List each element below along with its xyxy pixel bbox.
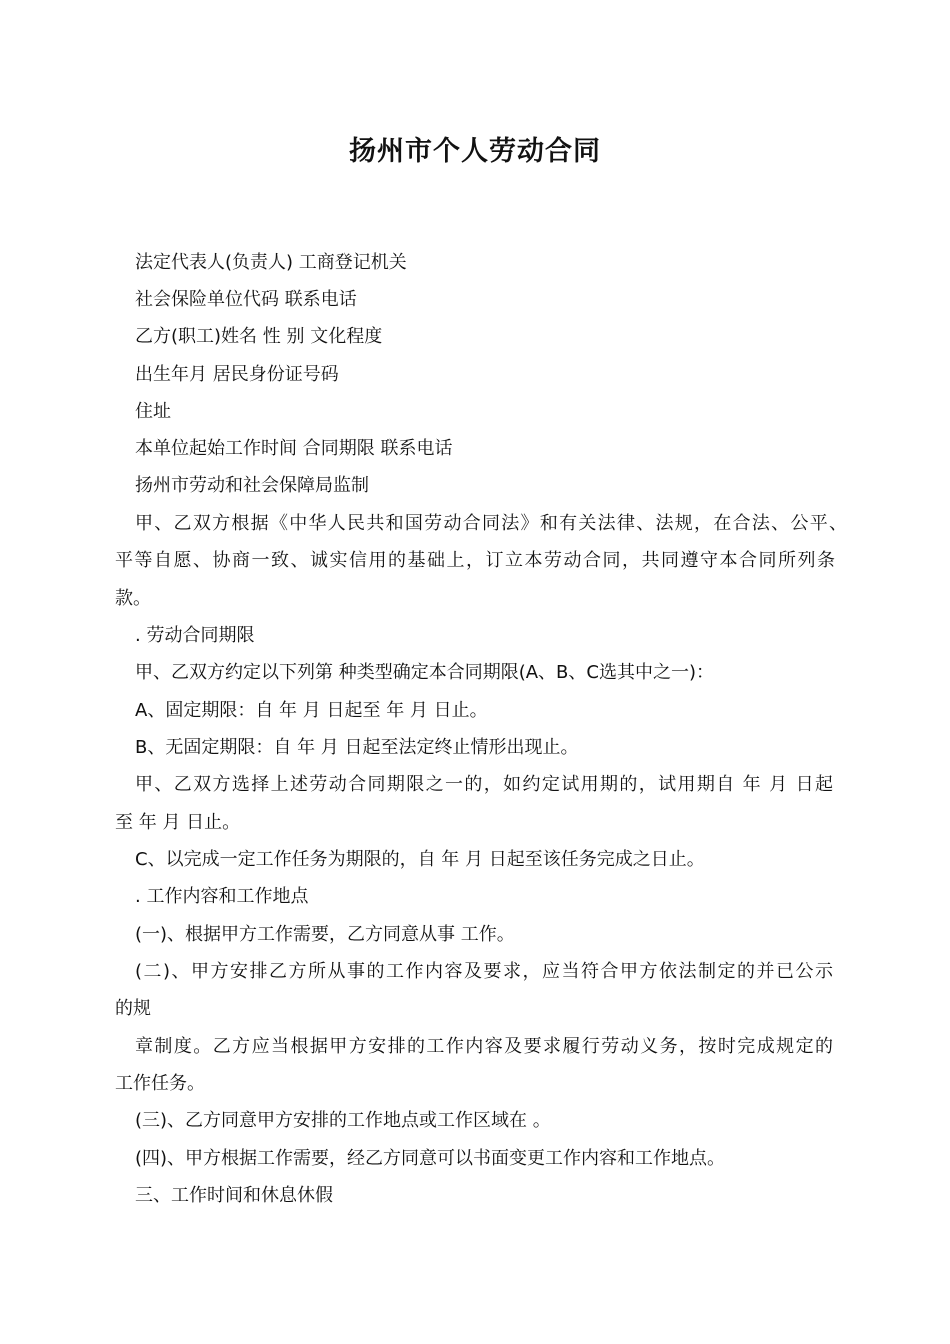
paragraph-line: 平等自愿、协商一致、诚实信用的基础上，订立本劳动合同，共同遵守本合同所列条 (115, 550, 835, 571)
paragraph-line: (四)、甲方根据工作需要，经乙方同意可以书面变更工作内容和工作地点。 (135, 1148, 726, 1169)
paragraph-line: C、以完成一定工作任务为期限的，自 年 月 日起至该任务完成之日止。 (135, 849, 705, 870)
paragraph-line: 甲、乙双方选择上述劳动合同期限之一的，如约定试用期的，试用期自 年 月 日起 (135, 774, 833, 795)
paragraph-line: (二)、甲方安排乙方所从事的工作内容及要求，应当符合甲方依法制定的并已公示 (135, 961, 833, 982)
field-birth-id: 出生年月 居民身份证号码 (135, 364, 339, 385)
paragraph-line: 章制度。乙方应当根据甲方安排的工作内容及要求履行劳动义务，按时完成规定的 (135, 1036, 833, 1057)
field-start-time: 本单位起始工作时间 合同期限 联系电话 (135, 438, 453, 459)
field-legal-rep: 法定代表人(负责人) 工商登记机关 (135, 252, 407, 273)
paragraph-line: A、固定期限：自 年 月 日起至 年 月 日止。 (135, 700, 488, 721)
paragraph-line: (三)、乙方同意甲方安排的工作地点或工作区域在 。 (135, 1110, 551, 1131)
field-social-security: 社会保险单位代码 联系电话 (135, 289, 357, 310)
paragraph-line: 的规 (115, 998, 151, 1019)
section-heading-hours: 三、工作时间和休息休假 (135, 1185, 333, 1206)
paragraph-line: 至 年 月 日止。 (115, 812, 241, 833)
field-address: 住址 (135, 401, 171, 422)
paragraph-line: 甲、乙双方根据《中华人民共和国劳动合同法》和有关法律、法规，在合法、公平、 (135, 513, 847, 534)
paragraph-line: (一)、根据甲方工作需要，乙方同意从事 工作。 (135, 924, 515, 945)
field-employee: 乙方(职工)姓名 性 别 文化程度 (135, 326, 383, 347)
paragraph-line: 甲、乙双方约定以下列第 种类型确定本合同期限(A、B、C选其中之一)： (135, 662, 714, 683)
supervisor-note: 扬州市劳动和社会保障局监制 (135, 475, 369, 496)
section-heading-term: . 劳动合同期限 (135, 625, 255, 646)
section-heading-work: . 工作内容和工作地点 (135, 886, 309, 907)
document-title: 扬州市个人劳动合同 (349, 136, 601, 167)
paragraph-line: 款。 (115, 588, 151, 609)
paragraph-line: B、无固定期限：自 年 月 日起至法定终止情形出现止。 (135, 737, 579, 758)
paragraph-line: 工作任务。 (115, 1073, 205, 1094)
